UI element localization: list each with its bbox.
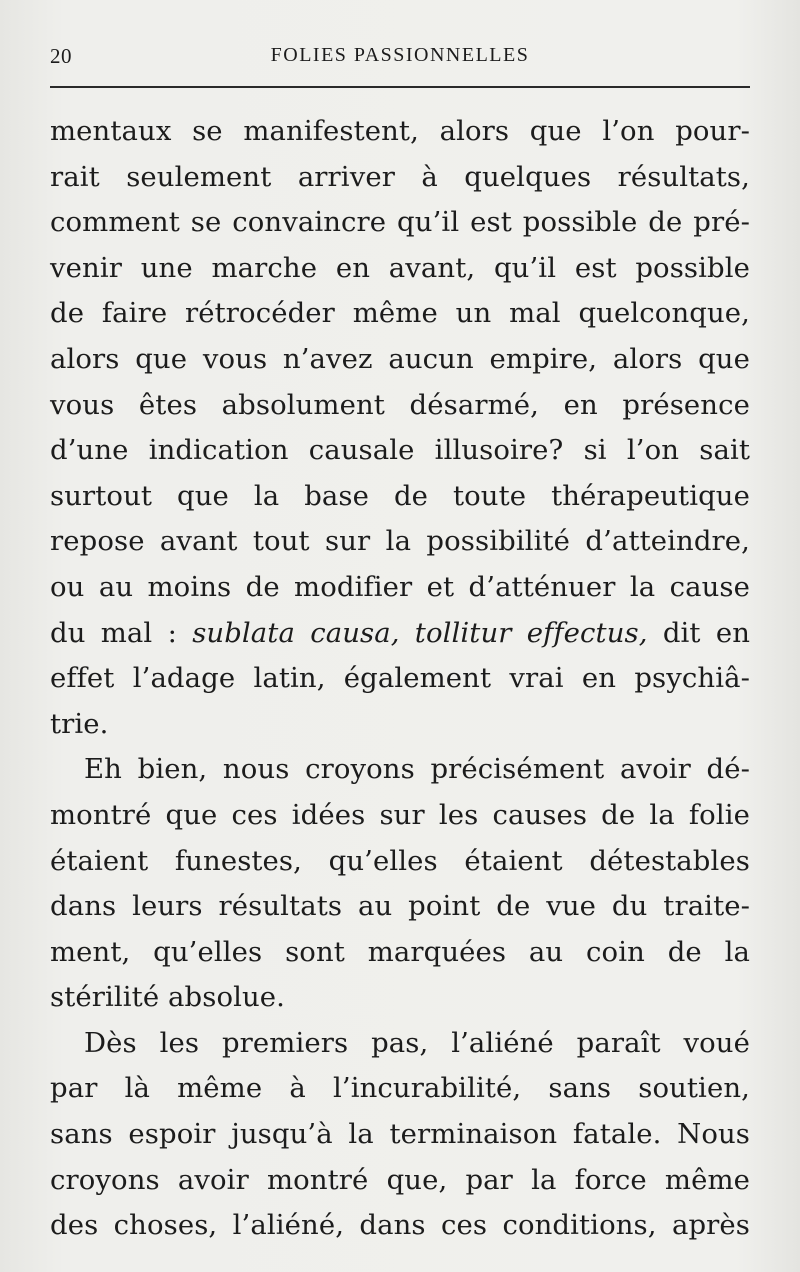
text-line: croyons avoir montré que, par la force même: [50, 1163, 750, 1196]
text-line: ment, qu’elles sont marquées au coin de la: [50, 935, 750, 968]
text-line: effet l’adage latin, également vrai en psychiâ-: [50, 662, 750, 695]
text-line: de faire rétrocéder même un mal quelconque,: [50, 297, 750, 330]
text-line: trie.: [50, 707, 109, 740]
text-line: sans espoir jusqu’à la terminaison fatale. Nous: [50, 1118, 750, 1151]
header-rule: [50, 86, 750, 88]
text-line: comment se convaincre qu’il est possible de pré-: [50, 206, 750, 239]
paragraph-start: Dès les premiers pas, l’aliéné paraît voué: [84, 1026, 750, 1059]
text-line: vous êtes absolument désarmé, en présence: [50, 388, 750, 421]
text-line: rait seulement arriver à quelques résultats,: [50, 160, 750, 193]
text-line-latin-quote: [50, 611, 750, 657]
text-line: alors que vous n’avez aucun empire, alors que: [50, 342, 750, 375]
body-text: [50, 109, 750, 1249]
text-line: repose avant tout sur la possibilité d’atteindre,: [50, 525, 750, 558]
paragraph-start: Eh bien, nous croyons précisément avoir dé-: [84, 753, 750, 786]
latin-quote: sublata causa, tollitur effectus,: [192, 616, 648, 649]
text-line: montré que ces idées sur les causes de la folie: [50, 798, 750, 831]
text-line: ou au moins de modifier et d’atténuer la cause: [50, 570, 750, 603]
text-line: étaient funestes, qu’elles étaient détestables: [50, 844, 750, 877]
page-number: 20: [50, 44, 72, 68]
page-header: [50, 44, 750, 80]
quote-tail: dit en: [647, 616, 751, 649]
text-line: stérilité absolue.: [50, 981, 286, 1014]
text-line: venir une marche en avant, qu’il est possible: [50, 251, 750, 284]
text-line: par là même à l’incurabilité, sans soutien,: [50, 1072, 750, 1105]
running-title: FOLIES PASSIONNELLES: [270, 44, 530, 66]
text-line: des choses, l’aliéné, dans ces conditions, après: [50, 1209, 750, 1242]
text-line: d’une indication causale illusoire? si l’on sait: [50, 434, 750, 467]
text-line: mentaux se manifestent, alors que l’on pour-: [50, 115, 750, 147]
text-line: dans leurs résultats au point de vue du traite-: [50, 890, 750, 923]
text-line: surtout que la base de toute thérapeutique: [50, 479, 750, 512]
quote-lead: du mal :: [50, 616, 193, 649]
